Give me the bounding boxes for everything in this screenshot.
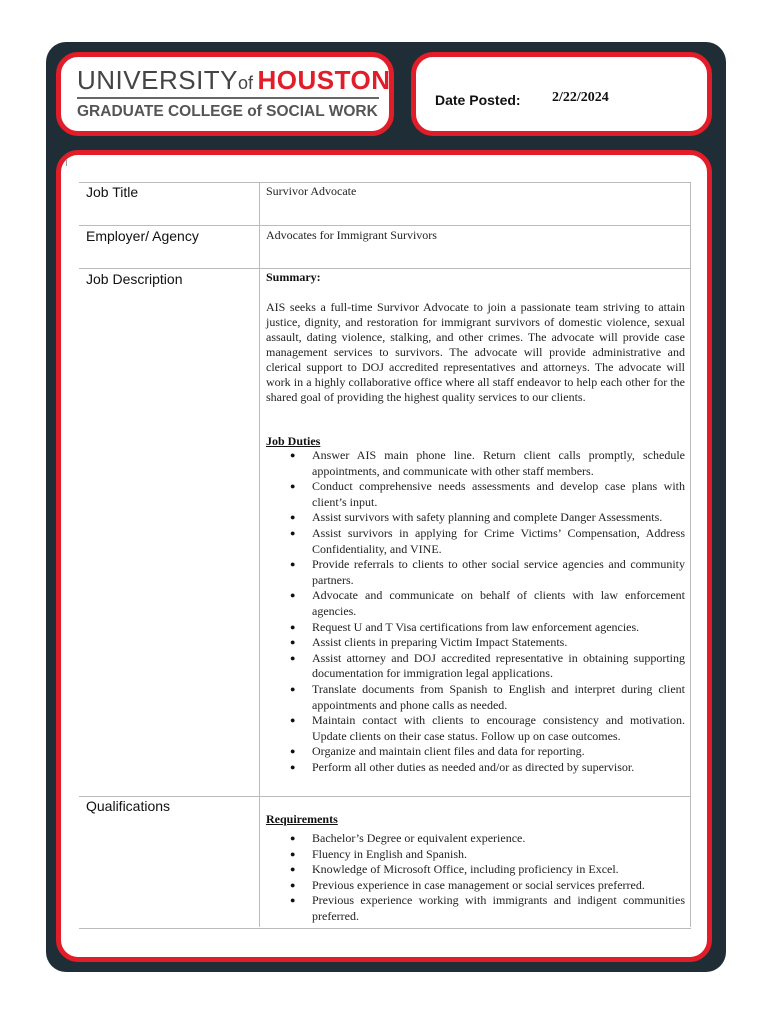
- requirements-list: [290, 831, 685, 925]
- list-item: ● Maintain contact with clients to encourage consistency and motivation. Update clients on their case status. Follow up on case outcomes.: [290, 713, 685, 744]
- summary-text: AIS seeks a full-time Survivor Advocate to join a passionate team striving to attain justice, dignity, and restoration for immigrant survivors of domestic violence, sexual assault, dating violence, stalking, and other crimes. The advocate will provide case management services to survivors. The advocate will provide administrative and clerical support to DOJ accredited representatives and attorneys. The advocate will work in a highly collaborative office where all staff endeavor to help each other for the shared goal of providing the highest quality services to our clients.: [266, 300, 685, 404]
- list-item: ● Knowledge of Microsoft Office, including proficiency in Excel.: [290, 862, 685, 878]
- logo-divider: [77, 97, 379, 99]
- divider: [259, 182, 260, 927]
- job-duties-list: [290, 448, 685, 775]
- job-title-label: Job Title: [86, 184, 139, 200]
- logo-panel: [56, 52, 394, 136]
- logo-university: UNIVERSITY: [77, 65, 239, 95]
- list-item: ● Assist clients in preparing Victim Impact Statements.: [290, 635, 685, 651]
- divider: [690, 182, 691, 927]
- list-item: ● Bachelor’s Degree or equivalent experience.: [290, 831, 685, 847]
- logo-of: of: [238, 73, 254, 93]
- list-item: ● Conduct comprehensive needs assessments and develop case plans with client’s input.: [290, 479, 685, 510]
- list-item: ● Assist attorney and DOJ accredited representative in obtaining supporting documentation for immigration legal applications.: [290, 651, 685, 682]
- list-item: ● Fluency in English and Spanish.: [290, 847, 685, 863]
- list-item: ● Previous experience in case management or social services preferred.: [290, 878, 685, 894]
- list-item: ● Translate documents from Spanish to English and interpret during client appointments and phone calls as needed.: [290, 682, 685, 713]
- list-item: ● Assist survivors with safety planning and complete Danger Assessments.: [290, 510, 685, 526]
- job-description-label: Job Description: [86, 271, 183, 287]
- divider: [79, 225, 691, 226]
- list-item: ● Assist survivors in applying for Crime Victims’ Compensation, Address Confidentiality, and VINE.: [290, 526, 685, 557]
- qualifications-label: Qualifications: [86, 798, 171, 814]
- date-posted-value: 2/22/2024: [552, 90, 609, 105]
- logo-college: GRADUATE COLLEGE of SOCIAL WORK: [77, 103, 378, 120]
- list-item: ● Provide referrals to clients to other social service agencies and community partners.: [290, 557, 685, 588]
- employer-value: Advocates for Immigrant Survivors: [266, 228, 437, 242]
- summary-heading: Summary:: [266, 270, 321, 284]
- job-duties-heading: Job Duties: [266, 434, 321, 448]
- divider: [79, 268, 691, 269]
- list-item: ● Organize and maintain client files and data for reporting.: [290, 744, 685, 760]
- date-panel: [411, 52, 712, 136]
- list-item: ● Answer AIS main phone line. Return client calls promptly, schedule appointments, and communicate with other staff members.: [290, 448, 685, 479]
- employer-label: Employer/ Agency: [86, 228, 199, 244]
- list-item: ● Previous experience working with immigrants and indigent communities preferred.: [290, 893, 685, 924]
- university-logo: [77, 67, 391, 93]
- date-posted-label: Date Posted:: [435, 92, 521, 108]
- list-item: ● Request U and T Visa certifications from law enforcement agencies.: [290, 620, 685, 636]
- list-item: ● Advocate and communicate on behalf of clients with law enforcement agencies.: [290, 588, 685, 619]
- list-item: ● Perform all other duties as needed and/or as directed by supervisor.: [290, 760, 685, 776]
- requirements-heading: Requirements: [266, 812, 338, 826]
- logo-houston: HOUSTON: [257, 65, 391, 95]
- divider: [79, 796, 691, 797]
- job-title-value: Survivor Advocate: [266, 184, 357, 198]
- divider: [66, 160, 67, 166]
